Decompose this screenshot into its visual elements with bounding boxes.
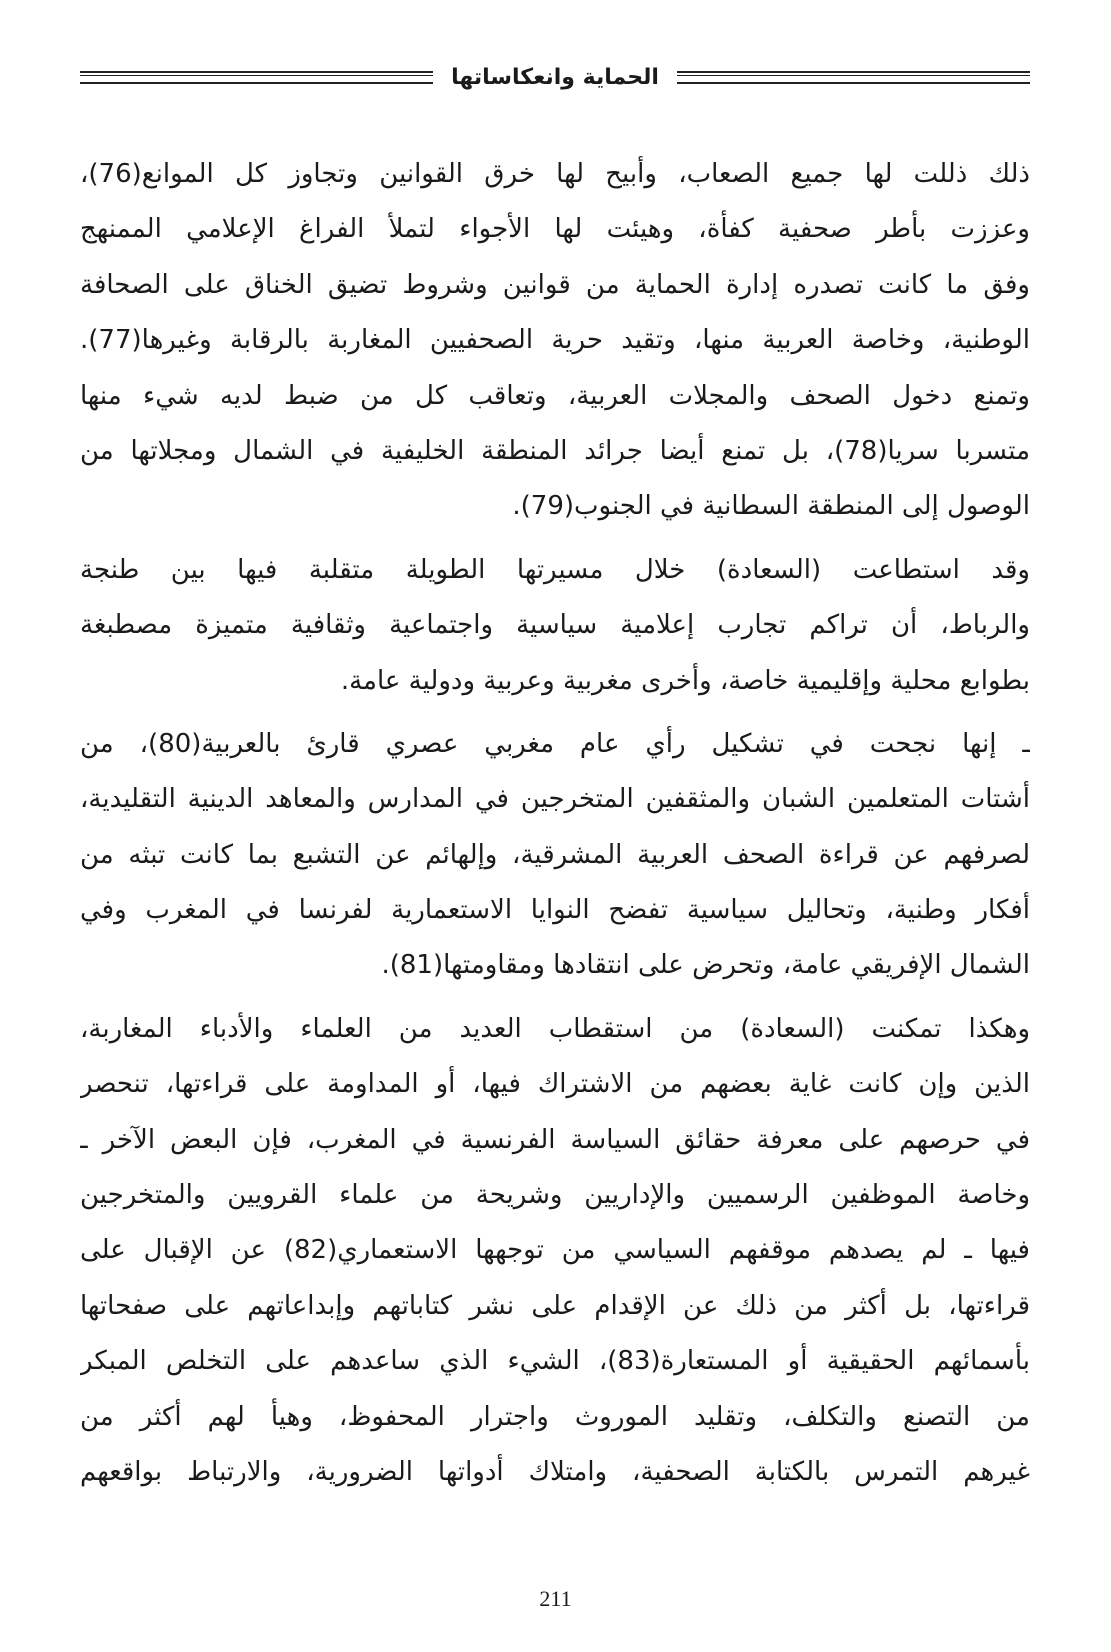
paragraph xyxy=(80,543,1030,709)
text-line: الوطنية، وخاصة العربية منها، وتقيد حرية الصحفيين المغاربة بالرقابة وغيرها(77). xyxy=(80,325,1030,356)
text-line: قراءتها، بل أكثر من ذلك عن الإقدام على نشر كتاباتهم وإبداعاتهم على صفحاتها xyxy=(80,1290,1030,1321)
text-line: الشمال الإفريقي عامة، وتحرض على انتقادها ومقاومتها(81). xyxy=(381,950,1030,981)
page-number: 211 xyxy=(539,1586,572,1611)
text-line: فيها ـ لم يصدهم موقفهم السياسي من توجهها الاستعماري(82) عن الإقبال على xyxy=(80,1235,1030,1266)
text-line: في حرصهم على معرفة حقائق السياسة الفرنسية في المغرب، فإن البعض الآخر ـ xyxy=(80,1124,1030,1155)
text-line: وقد استطاعت (السعادة) خلال مسيرتها الطويلة متقلبة فيها بين طنجة xyxy=(80,554,1030,585)
paragraph xyxy=(80,717,1030,994)
text-line: غيرهم التمرس بالكتابة الصحفية، وامتلاك أدواتها الضرورية، والارتباط بواقعهم xyxy=(80,1456,1030,1487)
body-text xyxy=(80,147,1030,1500)
text-line: وتمنع دخول الصحف والمجلات العربية، وتعاقب كل من ضبط لديه شيء منها xyxy=(80,380,1030,411)
paragraph xyxy=(80,1002,1030,1501)
header-rule-right xyxy=(677,71,1030,84)
paragraph xyxy=(80,147,1030,535)
text-line: وهكذا تمكنت (السعادة) من استقطاب العديد من العلماء والأدباء المغاربة، xyxy=(80,1013,1030,1044)
paragraph-gap xyxy=(80,709,1030,717)
text-line: أشتات المتعلمين الشبان والمثقفين المتخرجين في المدارس والمعاهد الدينية التقليدية، xyxy=(80,784,1030,815)
text-line: لصرفهم عن قراءة الصحف العربية المشرقية، وإلهائم عن التشبع بما كانت تبثه من xyxy=(80,839,1030,870)
running-header xyxy=(80,62,1030,92)
paragraph-gap xyxy=(80,535,1030,543)
text-line: من التصنع والتكلف، وتقليد الموروث واجترار المحفوظ، وهيأ لهم أكثر من xyxy=(80,1401,1030,1432)
text-line: الذين وإن كانت غاية بعضهم من الاشتراك فيها، أو المداومة على قراءتها، تنحصر xyxy=(80,1069,1030,1100)
text-line: بطوابع محلية وإقليمية خاصة، وأخرى مغربية وعربية ودولية عامة. xyxy=(340,665,1030,696)
text-line: وعززت بأطر صحفية كفأة، وهيئت لها الأجواء لتملأ الفراغ الإعلامي الممنهج xyxy=(80,214,1030,245)
text-line: أفكار وطنية، وتحاليل سياسية تفضح النوايا الاستعمارية لفرنسا في المغرب وفي xyxy=(80,895,1030,926)
text-line: ـ إنها نجحت في تشكيل رأي عام مغربي عصري قارئ بالعربية(80)، من xyxy=(80,728,1030,759)
text-line: وفق ما كانت تصدره إدارة الحماية من قوانين وشروط تضيق الخناق على الصحافة xyxy=(80,269,1030,300)
text-line: ذلك ذللت لها جميع الصعاب، وأبيح لها خرق القوانين وتجاوز كل الموانع(76)، xyxy=(80,159,1030,189)
text-line: وخاصة الموظفين الرسميين والإداريين وشريحة من علماء القرويين والمتخرجين xyxy=(80,1180,1030,1211)
text-line: الوصول إلى المنطقة السطانية في الجنوب(79). xyxy=(512,491,1030,522)
text-line: بأسمائهم الحقيقية أو المستعارة(83)، الشيء الذي ساعدهم على التخلص المبكر xyxy=(80,1346,1030,1377)
header-title: الحماية وانعكاساتها xyxy=(451,64,659,90)
paragraph-gap xyxy=(80,994,1030,1002)
header-rule-left xyxy=(80,71,433,84)
text-line: والرباط، أن تراكم تجارب إعلامية سياسية واجتماعية وثقافية متميزة مصطبغة xyxy=(80,610,1030,641)
text-line: متسربا سريا(78)، بل تمنع أيضا جرائد المنطقة الخليفية في الشمال ومجلاتها من xyxy=(80,435,1030,466)
